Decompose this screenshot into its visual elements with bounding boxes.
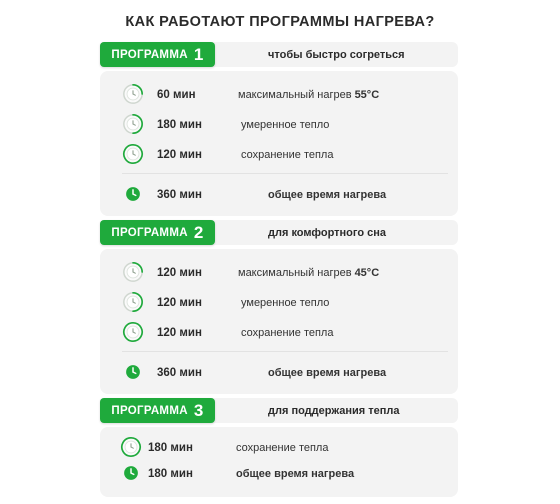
program-row xyxy=(100,111,458,139)
total-description: общее время нагрева xyxy=(268,189,387,201)
program-purpose: для поддержания тепла xyxy=(268,404,400,417)
program-badge xyxy=(100,220,215,245)
program-row xyxy=(100,81,458,109)
clock-solid-icon xyxy=(122,183,144,205)
clock-half-icon xyxy=(122,113,144,135)
program-total-row xyxy=(100,460,458,488)
row-temperature: 45°C xyxy=(354,267,380,279)
total-duration: 360 мин xyxy=(157,189,202,201)
program-row xyxy=(100,259,458,287)
page-title: КАК РАБОТАЮТ ПРОГРАММЫ НАГРЕВА? xyxy=(125,14,435,30)
program-header xyxy=(100,398,458,423)
program-header xyxy=(100,42,458,67)
program-row xyxy=(100,434,458,462)
program-2-section xyxy=(100,220,458,394)
program-badge-label: ПРОГРАММА xyxy=(111,226,188,239)
row-duration: 120 мин xyxy=(157,327,202,339)
clock-full-icon xyxy=(120,436,142,458)
program-total-row xyxy=(100,359,458,387)
program-badge xyxy=(100,42,215,67)
total-description: общее время нагрева xyxy=(236,468,355,480)
row-duration: 60 мин xyxy=(157,89,196,101)
row-description-text: максимальный нагрев xyxy=(238,89,352,101)
row-temperature: 55°C xyxy=(354,89,380,101)
row-duration: 180 мин xyxy=(148,442,193,454)
divider xyxy=(122,173,448,174)
row-description-text: максимальный нагрев xyxy=(238,267,352,279)
program-badge xyxy=(100,398,215,423)
row-duration: 120 мин xyxy=(157,149,202,161)
total-description: общее время нагрева xyxy=(268,367,387,379)
program-total-row xyxy=(100,181,458,209)
clock-full-icon xyxy=(122,143,144,165)
row-duration: 120 мин xyxy=(157,297,202,309)
clock-solid-icon xyxy=(120,462,142,484)
total-duration: 360 мин xyxy=(157,367,202,379)
program-badge-number: 2 xyxy=(193,223,204,242)
program-details xyxy=(100,249,458,394)
program-row xyxy=(100,319,458,347)
program-row xyxy=(100,141,458,169)
program-badge-number: 1 xyxy=(193,45,204,64)
program-1-section xyxy=(100,42,458,216)
row-description: умеренное тепло xyxy=(241,297,330,309)
program-badge-label: ПРОГРАММА xyxy=(111,48,188,61)
clock-solid-icon xyxy=(122,361,144,383)
total-duration: 180 мин xyxy=(148,468,193,480)
program-badge-number: 3 xyxy=(193,401,204,420)
clock-full-icon xyxy=(122,321,144,343)
row-description: умеренное тепло xyxy=(241,119,330,131)
program-header xyxy=(100,220,458,245)
program-details xyxy=(100,427,458,497)
program-3-section xyxy=(100,398,458,497)
row-description xyxy=(238,259,379,287)
program-badge-label: ПРОГРАММА xyxy=(111,404,188,417)
program-purpose: чтобы быстро согреться xyxy=(268,48,405,61)
row-description: сохранение тепла xyxy=(236,442,329,454)
clock-quarter-icon xyxy=(122,83,144,105)
row-duration: 180 мин xyxy=(157,119,202,131)
row-description: сохранение тепла xyxy=(241,149,334,161)
clock-quarter-icon xyxy=(122,261,144,283)
program-purpose: для комфортного сна xyxy=(268,226,386,239)
row-description: сохранение тепла xyxy=(241,327,334,339)
row-duration: 120 мин xyxy=(157,267,202,279)
divider xyxy=(122,351,448,352)
clock-half-icon xyxy=(122,291,144,313)
row-description xyxy=(238,81,379,109)
program-details xyxy=(100,71,458,216)
program-row xyxy=(100,289,458,317)
